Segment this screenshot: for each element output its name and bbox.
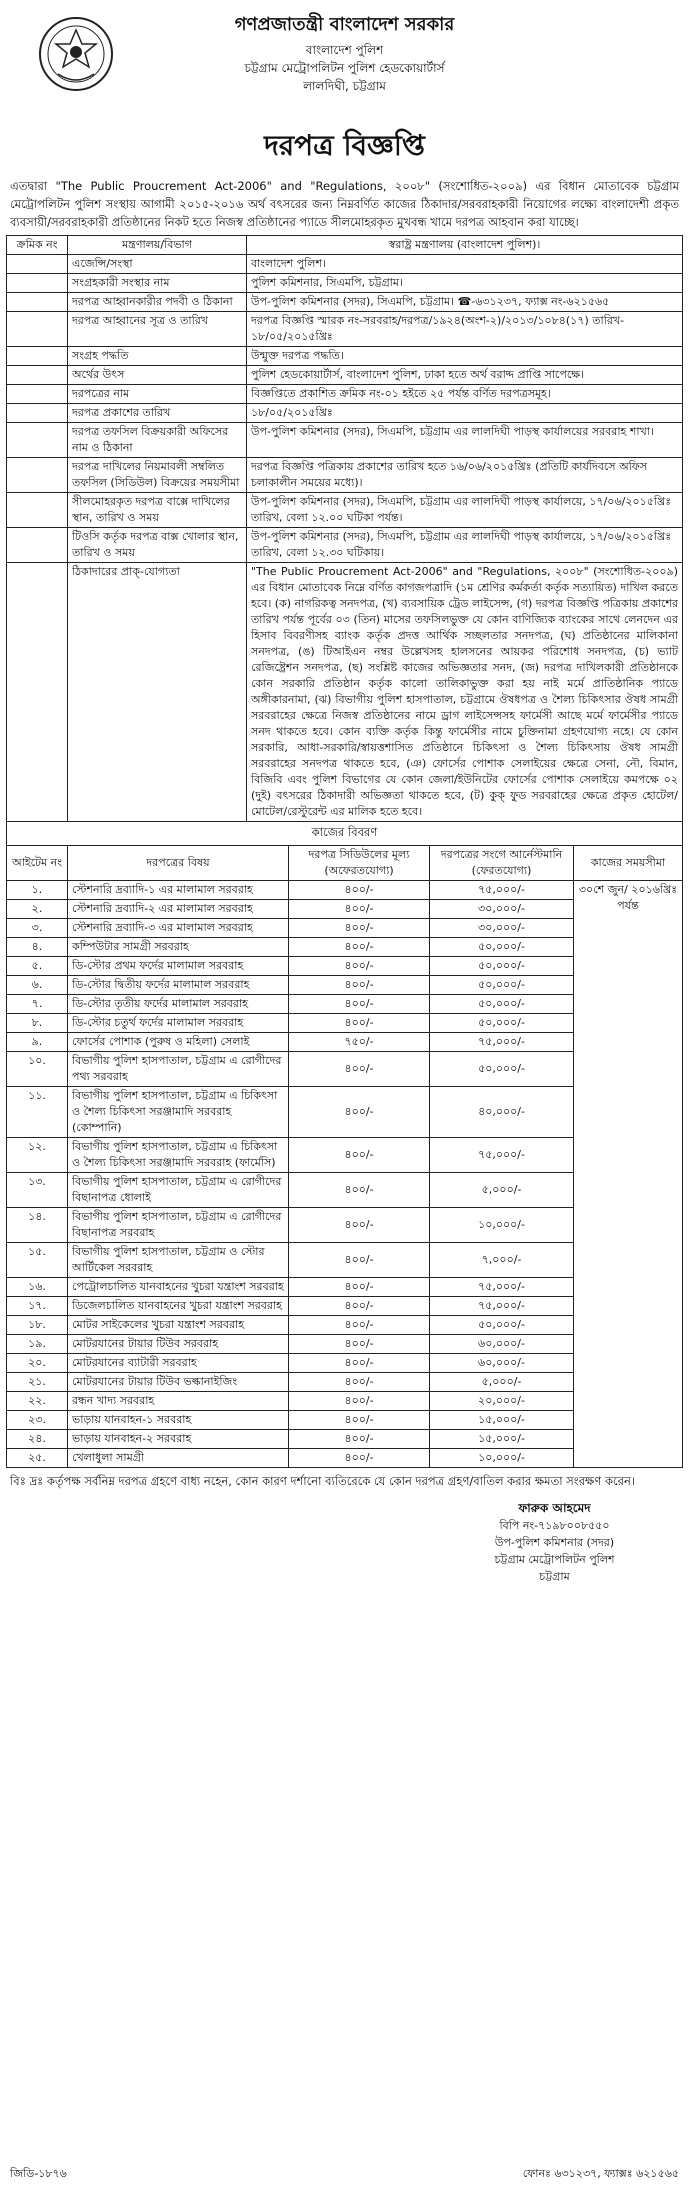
info-key: সংগ্রহকারী সংস্থার নাম <box>68 274 247 293</box>
work-item-no: ১১. <box>7 1087 68 1138</box>
work-earnest-money: ৫০,০০০/- <box>430 938 574 957</box>
info-key: দরপত্র আহ্বানকারীর পদবী ও ঠিকানা <box>68 293 247 312</box>
work-schedule-price: ৪০০/- <box>289 1014 430 1033</box>
work-earnest-money: ৩০,০০০/- <box>430 900 574 919</box>
location: লালদিঘী, চট্টগ্রাম <box>303 79 386 93</box>
work-subject: মোটর সাইকেলের খুচরা যন্ত্রাংশ সরবরাহ <box>68 1316 289 1335</box>
work-item-no: ১০. <box>7 1052 68 1087</box>
info-value: দরপত্র বিজ্ঞপ্তি পত্রিকায় প্রকাশের তারিখ হতে ১৬/০৬/২০১৫খ্রিঃ (প্রতিটি কার্যদিবসে অফিস চলাকালীন সময়ের মধ্যে)। <box>247 458 683 493</box>
work-item-no: ২১. <box>7 1373 68 1392</box>
work-subject: ভাড়ায় যানবাহন-২ সরবরাহ <box>68 1430 289 1449</box>
work-item-no: ৯. <box>7 1033 68 1052</box>
header-ministry-value: স্বরাষ্ট্র মন্ত্রণালয় (বাংলাদেশ পুলিশ)। <box>247 236 683 255</box>
info-serial <box>7 274 68 293</box>
signature-block <box>426 1500 683 1585</box>
info-row <box>7 404 683 423</box>
work-subject: বিভাগীয় পুলিশ হাসপাতাল, চট্টগ্রাম এ চিকিৎসা ও শৈল্য চিকিৎসা সরঞ্জামাদি সরবরাহ (ফার্মেসি) <box>68 1138 289 1173</box>
work-subject: ডি-স্টোর তৃতীয় ফর্দের মালামাল সরবরাহ <box>68 995 289 1014</box>
work-table-title: কাজের বিবরণ <box>6 822 683 845</box>
work-item-no: ২০. <box>7 1354 68 1373</box>
work-subject: ফোর্সের পোশাক (পুরুষ ও মহিলা) সেলাই <box>68 1033 289 1052</box>
work-item-no: ১৯. <box>7 1335 68 1354</box>
work-subject: স্টেশনারি দ্রব্যাদি-২ এর মালামাল সরবরাহ <box>68 900 289 919</box>
info-serial <box>7 255 68 274</box>
work-schedule-price: ৪০০/- <box>289 1243 430 1278</box>
note: বিঃ দ্রঃ কর্তৃপক্ষ সর্বনিম্ন দরপত্র গ্রহণে বাধ্য নহেন, কোন কারণ দর্শানো ব্যতিরেকে যে কোন দরপত্র গ্রহণ/বাতিল করার ক্ষমতা সংরক্ষণ করেন। <box>10 1474 635 1488</box>
work-schedule-price: ৪০০/- <box>289 1373 430 1392</box>
info-table <box>6 235 683 822</box>
work-earnest-money: ৭৫,০০০/- <box>430 1138 574 1173</box>
info-key: অর্থের উৎস <box>68 366 247 385</box>
work-subject: বিভাগীয় পুলিশ হাসপাতাল, চট্টগ্রাম এ চিকিৎসা ও শৈল্য চিকিৎসা সরঞ্জামাদি সরবরাহ (কোম্পানি) <box>68 1087 289 1138</box>
work-item-no: ১২. <box>7 1138 68 1173</box>
info-key: দরপত্রের নাম <box>68 385 247 404</box>
work-item-no: ২৩. <box>7 1411 68 1430</box>
info-serial <box>7 312 68 347</box>
work-table <box>6 845 683 1468</box>
info-value: বিজ্ঞপ্তিতে প্রকাশিত ক্রমিক নং-০১ হইতে ২৫ পর্যন্ত বর্ণিত দরপত্রসমূহ। <box>247 385 683 404</box>
work-schedule-price: ৪০০/- <box>289 919 430 938</box>
info-value: পুলিশ হেডকোয়ার্টার্স, বাংলাদেশ পুলিশ, ঢাকা হতে অর্থ বরাদ্দ প্রাপ্তি সাপেক্ষে। <box>247 366 683 385</box>
signatory-name: ফারুক আহমেদ <box>518 1501 591 1515</box>
work-schedule-price: ৪০০/- <box>289 1430 430 1449</box>
work-earnest-money: ৫০,০০০/- <box>430 1052 574 1087</box>
info-serial <box>7 528 68 563</box>
info-serial <box>7 493 68 528</box>
work-schedule-price: ৪০০/- <box>289 1208 430 1243</box>
work-schedule-price: ৪০০/- <box>289 1173 430 1208</box>
header-serial: ক্রমিক নং <box>7 236 68 255</box>
work-schedule-price: ৪০০/- <box>289 1316 430 1335</box>
work-subject: কম্পিউটার সামগ্রী সরবরাহ <box>68 938 289 957</box>
info-value: ১৮/০৫/২০১৫খ্রিঃ <box>247 404 683 423</box>
info-key: দরপত্র আহ্বানের সূত্র ও তারিখ <box>68 312 247 347</box>
info-key: টিওসি কর্তৃক দরপত্র বাক্স খোলার স্থান, তারিখ ও সময় <box>68 528 247 563</box>
work-schedule-price: ৪০০/- <box>289 1052 430 1087</box>
info-row <box>7 293 683 312</box>
work-earnest-money: ৭,০০০/- <box>430 1243 574 1278</box>
work-subject: পেট্রোলচালিত যানবাহনের খুচরা যন্ত্রাংশ সরবরাহ <box>68 1278 289 1297</box>
work-schedule-price: ৭৫০/- <box>289 1033 430 1052</box>
info-key: ঠিকাদারের প্রাক্-যোগ্যতা <box>68 563 247 822</box>
info-row <box>7 528 683 563</box>
header-schedule-price: দরপত্র সিডিউলের মূল্য (অফেরতযোগ্য) <box>289 846 430 881</box>
work-schedule-price: ৪০০/- <box>289 976 430 995</box>
work-earnest-money: ৩০,০০০/- <box>430 919 574 938</box>
gd-reference: জিডি-১৮৭৬ <box>10 2167 67 2180</box>
work-earnest-money: ৫,০০০/- <box>430 1373 574 1392</box>
info-row <box>7 385 683 404</box>
work-item-no: ১৭. <box>7 1297 68 1316</box>
work-row <box>7 881 683 900</box>
info-serial <box>7 347 68 366</box>
work-item-no: ২২. <box>7 1392 68 1411</box>
work-earnest-money: ৬০,০০০/- <box>430 1335 574 1354</box>
intro-paragraph: এতদ্বারা "The Public Proucrement Act-2006" and "Regulations, ২০০৮" (সংশোধিত-২০০৯) এর বিধান মোতাবেক চট্টগ্রাম মেট্রোপলিটন পুলিশ সংস্থায় আগামী ২০১৫-২০১৬ অর্থ বৎসরের জন্য নিম্নবর্ণিত কাজের ঠিকাদার/সরবরাহকারী নিয়োগের লক্ষ্যে বাংলাদেশী প্রকৃত ব্যবসায়ী/সরবরাহকারী প্রতিষ্ঠানের নিকট হতে নিজস্ব প্রতিষ্ঠানের প্যাডে সীলমোহরকৃত মুখবন্ধ খামে দরপত্র আহবান করা যাচ্ছে। <box>10 179 679 229</box>
work-item-no: ১৪. <box>7 1208 68 1243</box>
header-subject: দরপত্রের বিষয় <box>68 846 289 881</box>
header-ministry: মন্ত্রণালয়/বিভাগ <box>68 236 247 255</box>
work-schedule-price: ৪০০/- <box>289 1411 430 1430</box>
info-serial <box>7 563 68 822</box>
work-subject: বিভাগীয় পুলিশ হাসপাতাল, চট্টগ্রাম এ রোগীদের পথ্য সরবরাহ <box>68 1052 289 1087</box>
info-value: উপ-পুলিশ কমিশনার (সদর), সিএমপি, চট্টগ্রাম এর লালদিঘী পাড়স্থ কার্যালয়ে, ১৭/০৬/২০১৫খ্রিঃ তারিখ, বেলা ১২.৩০ ঘটিকায়। <box>247 528 683 563</box>
work-subject: স্টেশনারি দ্রব্যাদি-১ এর মালামাল সরবরাহ <box>68 881 289 900</box>
work-schedule-price: ৪০০/- <box>289 938 430 957</box>
work-earnest-money: ৫০,০০০/- <box>430 976 574 995</box>
work-subject: ডি-স্টোর প্রথম ফর্দের মালামাল সরবরাহ <box>68 957 289 976</box>
work-schedule-price: ৪০০/- <box>289 1138 430 1173</box>
work-item-no: ১. <box>7 881 68 900</box>
work-time-limit: ৩০শে জুন/ ২০১৬খ্রিঃ পর্যন্ত <box>574 881 683 1468</box>
work-earnest-money: ৫,০০০/- <box>430 1173 574 1208</box>
work-subject: বিভাগীয় পুলিশ হাসপাতাল, চট্টগ্রাম ও স্টোর আর্টিকেল সরবরাহ <box>68 1243 289 1278</box>
work-subject: ডিজেলচালিত যানবাহনের খুচরা যন্ত্রাংশ সরবরাহ <box>68 1297 289 1316</box>
work-schedule-price: ৪০০/- <box>289 900 430 919</box>
work-schedule-price: ৪০০/- <box>289 1335 430 1354</box>
work-table-header <box>7 846 683 881</box>
footer <box>10 2165 679 2184</box>
info-serial <box>7 404 68 423</box>
work-earnest-money: ৫০,০০০/- <box>430 995 574 1014</box>
work-subject: রন্ধন খাদ্য সরবরাহ <box>68 1392 289 1411</box>
header-item-no: আইটেম নং <box>7 846 68 881</box>
info-value: উপ-পুলিশ কমিশনার (সদর), সিএমপি, চট্টগ্রাম এর লালদিঘী পাড়স্থ কার্যালয়ের সরবরাহ শাখা। <box>247 423 683 458</box>
info-key: এজেন্সি/সংস্থা <box>68 255 247 274</box>
work-schedule-price: ৪০০/- <box>289 1297 430 1316</box>
work-subject: ভাড়ায় যানবাহন-১ সরবরাহ <box>68 1411 289 1430</box>
info-row <box>7 274 683 293</box>
department-name: বাংলাদেশ পুলিশ <box>305 43 384 57</box>
work-earnest-money: ৬০,০০০/- <box>430 1354 574 1373</box>
work-earnest-money: ৭৫,০০০/- <box>430 881 574 900</box>
work-subject: বিভাগীয় পুলিশ হাসপাতাল, চট্টগ্রাম এ রোগীদের বিছানাপত্র সরবরাহ <box>68 1208 289 1243</box>
signatory-bp: বিপি নং-৭১৯৮০০৮৫৫০ <box>499 1519 610 1532</box>
work-subject: মোটরযানের টায়ার টিউব সরবরাহ <box>68 1335 289 1354</box>
work-earnest-money: ১০,০০০/- <box>430 1208 574 1243</box>
work-earnest-money: ১৫,০০০/- <box>430 1430 574 1449</box>
info-value: পুলিশ কমিশনার, সিএমপি, চট্টগ্রাম। <box>247 274 683 293</box>
header <box>6 10 683 120</box>
work-subject: মোটরযানের ব্যাটারী সরবরাহ <box>68 1354 289 1373</box>
work-earnest-money: ১০,০০০/- <box>430 1449 574 1468</box>
info-serial <box>7 423 68 458</box>
info-value: "The Public Proucrement Act-2006" and "Regulations, ২০০৮" (সংশোধিত-২০০৯) এর বিধান মোতাবেক নিম্নে বর্ণিত কাগজপত্রাদি (১ম শ্রেণির কর্মকর্তা কর্তৃক সত্যায়িত) দাখিল করতে হবে। (ক) নাগরিকত্ব সনদপত্র, (খ) ব্যবসায়িক ট্রেড লাইসেন্স, (গ) দরপত্র বিজ্ঞপ্তি পত্রিকায় প্রকাশের তারিখ পর্যন্ত পূর্বের ০৩ (তিন) মাসের তফসিলভুক্ত যে কোন বাণিজ্যিক ব্যাংকের সাথে লেনদেন এর হিসাব বিবরণীসহ ব্যাংক কর্তৃক প্রদত্ত আর্থিক সচ্ছলতার সনদপত্র, (ঘ) প্রতিষ্ঠানের মালিকানা সনদপত্র, (ঙ) টিআইএন নম্বর উল্লেখসহ হালসনের আয়কর পরিশোধ সনদপত্র, (চ) ভ্যাট রেজিষ্ট্রেশন সনদপত্র, (ছ) সংশ্লিষ্ট কাজের অভিজ্ঞতার সনদ, (জ) দরপত্র দাখিলকারী প্রতিষ্ঠানকে কোন সরকারি প্রতিষ্ঠান কর্তৃক কালো তালিকাভুক্ত করা হয় নাই মর্মে প্রাতিষ্ঠানিক প্যাডে অঙ্গীকারনামা, (ঝ) বিভাগীয় পুলিশ হাসপাতাল, চট্টগ্রামে ঔষধপত্র ও শৈল্য চিকিৎসার ঔষধ সামগ্রী সরবরাহের ক্ষেত্রে নিজস্ব প্রতিষ্ঠানের নামে ড্রাগ লাইসেন্সসহ ফার্মেসী আছে মর্মে ফার্মেসীর প্যাডে সনদ থাকতে হবে। কোন ব্যক্তি কর্তৃক কিন্তু ফার্মেসীর নামে চুক্তিনামা গ্রহণযোগ্য নহে। যে কোন সরকারি, আধা-সরকারি/স্বায়ত্তশাসিত প্রতিষ্ঠানে চিকিৎসা ও শৈল্য চিকিৎসায় ঔষধ সামগ্রী সরবরাহের সনদপত্র থাকতে হবে, (ঞ) ফোর্সের পোশাক সেলাইয়ের ক্ষেত্রে সেনা, নৌ, বিমান, বিজিবি এবং পুলিশ বিভাগের যে কোন জেলা/ইউনিটের ফোর্সের পোশাক সেলাইয়ে কমপক্ষে ০২ (দুই) বৎসরের ঠিকাদারী অভিজ্ঞতা থাকতে হবে, (ট) কুক্ ফুড সরবরাহের ক্ষেত্রে প্রকৃত হোটেল/মোটেল/রেস্টুরেন্ট এর মালিক হতে হবে। <box>247 563 683 822</box>
info-row <box>7 458 683 493</box>
info-row <box>7 347 683 366</box>
work-schedule-price: ৪০০/- <box>289 1392 430 1411</box>
info-value: দরপত্র বিজ্ঞপ্তি স্মারক নং-সরবরাহ/দরপত্র/১৯২৪(অংশ-২)/২০১৩/১০৮৪(১৭) তারিখ- ১৮/০৫/২০১৫খ্রিঃ <box>247 312 683 347</box>
info-row <box>7 493 683 528</box>
work-item-no: ১৬. <box>7 1278 68 1297</box>
work-earnest-money: ৭৫,০০০/- <box>430 1033 574 1052</box>
info-row <box>7 423 683 458</box>
info-key: দরপত্র তফসিল বিক্রয়কারী অফিসের নাম ও ঠিকানা <box>68 423 247 458</box>
work-earnest-money: ৭৫,০০০/- <box>430 1297 574 1316</box>
work-schedule-price: ৪০০/- <box>289 1278 430 1297</box>
work-schedule-price: ৪০০/- <box>289 881 430 900</box>
info-serial <box>7 458 68 493</box>
work-subject: ডি-স্টোর চতুর্থ ফর্দের মালামাল সরবরাহ <box>68 1014 289 1033</box>
info-serial <box>7 293 68 312</box>
info-serial <box>7 366 68 385</box>
work-subject: খেলাধুলা সামগ্রী <box>68 1449 289 1468</box>
work-earnest-money: ৫০,০০০/- <box>430 1014 574 1033</box>
work-subject: মোটরযানের টায়ার টিউব ভল্কানাইজিং <box>68 1373 289 1392</box>
police-emblem-icon <box>36 14 116 94</box>
work-item-no: ১৩. <box>7 1173 68 1208</box>
work-item-no: ১৫. <box>7 1243 68 1278</box>
work-schedule-price: ৪০০/- <box>289 957 430 976</box>
work-earnest-money: ১৫,০০০/- <box>430 1411 574 1430</box>
info-serial <box>7 385 68 404</box>
work-schedule-price: ৪০০/- <box>289 1449 430 1468</box>
info-table-header <box>7 236 683 255</box>
work-earnest-money: ২০,০০০/- <box>430 1392 574 1411</box>
work-rows <box>7 881 683 1468</box>
info-value: উন্মুক্ত দরপত্র পদ্ধতি। <box>247 347 683 366</box>
info-row <box>7 255 683 274</box>
work-item-no: ২. <box>7 900 68 919</box>
header-earnest-money: দরপত্রের সংগে আর্নেস্টমানি (ফেরতযোগ্য) <box>430 846 574 881</box>
work-item-no: ৪. <box>7 938 68 957</box>
info-value: বাংলাদেশ পুলিশ। <box>247 255 683 274</box>
signatory-designation: উপ-পুলিশ কমিশনার (সদর) <box>494 1536 615 1549</box>
header-time-limit: কাজের সময়সীমা <box>574 846 683 881</box>
work-item-no: ১৮. <box>7 1316 68 1335</box>
work-schedule-price: ৪০০/- <box>289 995 430 1014</box>
work-item-no: ৭. <box>7 995 68 1014</box>
work-item-no: ৩. <box>7 919 68 938</box>
work-subject: ডি-স্টোর দ্বিতীয় ফর্দের মালামাল সরবরাহ <box>68 976 289 995</box>
info-row <box>7 312 683 347</box>
info-row <box>7 366 683 385</box>
signatory-city: চট্টগ্রাম <box>539 1570 570 1583</box>
notice-title: দরপত্র বিজ্ঞপ্তি <box>264 129 425 162</box>
work-earnest-money: ৫০,০০০/- <box>430 957 574 976</box>
work-item-no: ৬. <box>7 976 68 995</box>
contact-phone: ফোনঃ ৬৩১২৩৭, ফ্যাক্সঃ ৬২১৫৬৫ <box>522 2167 679 2180</box>
work-item-no: ৫. <box>7 957 68 976</box>
work-earnest-money: ৭৫,০০০/- <box>430 1278 574 1297</box>
info-key: দরপত্র প্রকাশের তারিখ <box>68 404 247 423</box>
work-item-no: ২৫. <box>7 1449 68 1468</box>
info-key: দরপত্র দাখিলের নিয়মাবলী সম্বলিত তফসিল (সিডিউল) বিক্রয়ের সময়সীমা <box>68 458 247 493</box>
work-subject: বিভাগীয় পুলিশ হাসপাতাল, চট্টগ্রাম এ রোগীদের বিছানাপত্র ধোলাই <box>68 1173 289 1208</box>
work-earnest-money: ৫০,০০০/- <box>430 1316 574 1335</box>
work-item-no: ৮. <box>7 1014 68 1033</box>
info-key: সংগ্রহ পদ্ধতি <box>68 347 247 366</box>
government-title: গণপ্রজাতন্ত্রী বাংলাদেশ সরকার <box>234 14 455 35</box>
info-row <box>7 563 683 822</box>
info-value: উপ-পুলিশ কমিশনার (সদর), সিএমপি, চট্টগ্রাম। ☎-৬৩১২৩৭, ফ্যাক্স নং-৬২১৫৬৫ <box>247 293 683 312</box>
headquarters-name: চট্টগ্রাম মেট্রোপলিটন পুলিশ হেডকোয়ার্টার্স <box>244 61 445 75</box>
work-item-no: ২৪. <box>7 1430 68 1449</box>
work-earnest-money: ৪০,০০০/- <box>430 1087 574 1138</box>
info-rows <box>7 255 683 822</box>
signatory-office: চট্টগ্রাম মেট্রোপলিটন পুলিশ <box>494 1553 615 1566</box>
work-subject: স্টেশনারি দ্রব্যাদি-৩ এর মালামাল সরবরাহ <box>68 919 289 938</box>
work-schedule-price: ৪০০/- <box>289 1354 430 1373</box>
info-value: উপ-পুলিশ কমিশনার (সদর), সিএমপি, চট্টগ্রাম এর লালদিঘী পাড়স্থ কার্যালয়ে, ১৭/০৬/২০১৫খ্রিঃ তারিখ, বেলা ১২.০০ ঘটিকা পর্যন্ত। <box>247 493 683 528</box>
info-key: সীলমোহরকৃত দরপত্র বাক্সে দাখিলের স্থান, তারিখ ও সময় <box>68 493 247 528</box>
work-schedule-price: ৪০০/- <box>289 1087 430 1138</box>
